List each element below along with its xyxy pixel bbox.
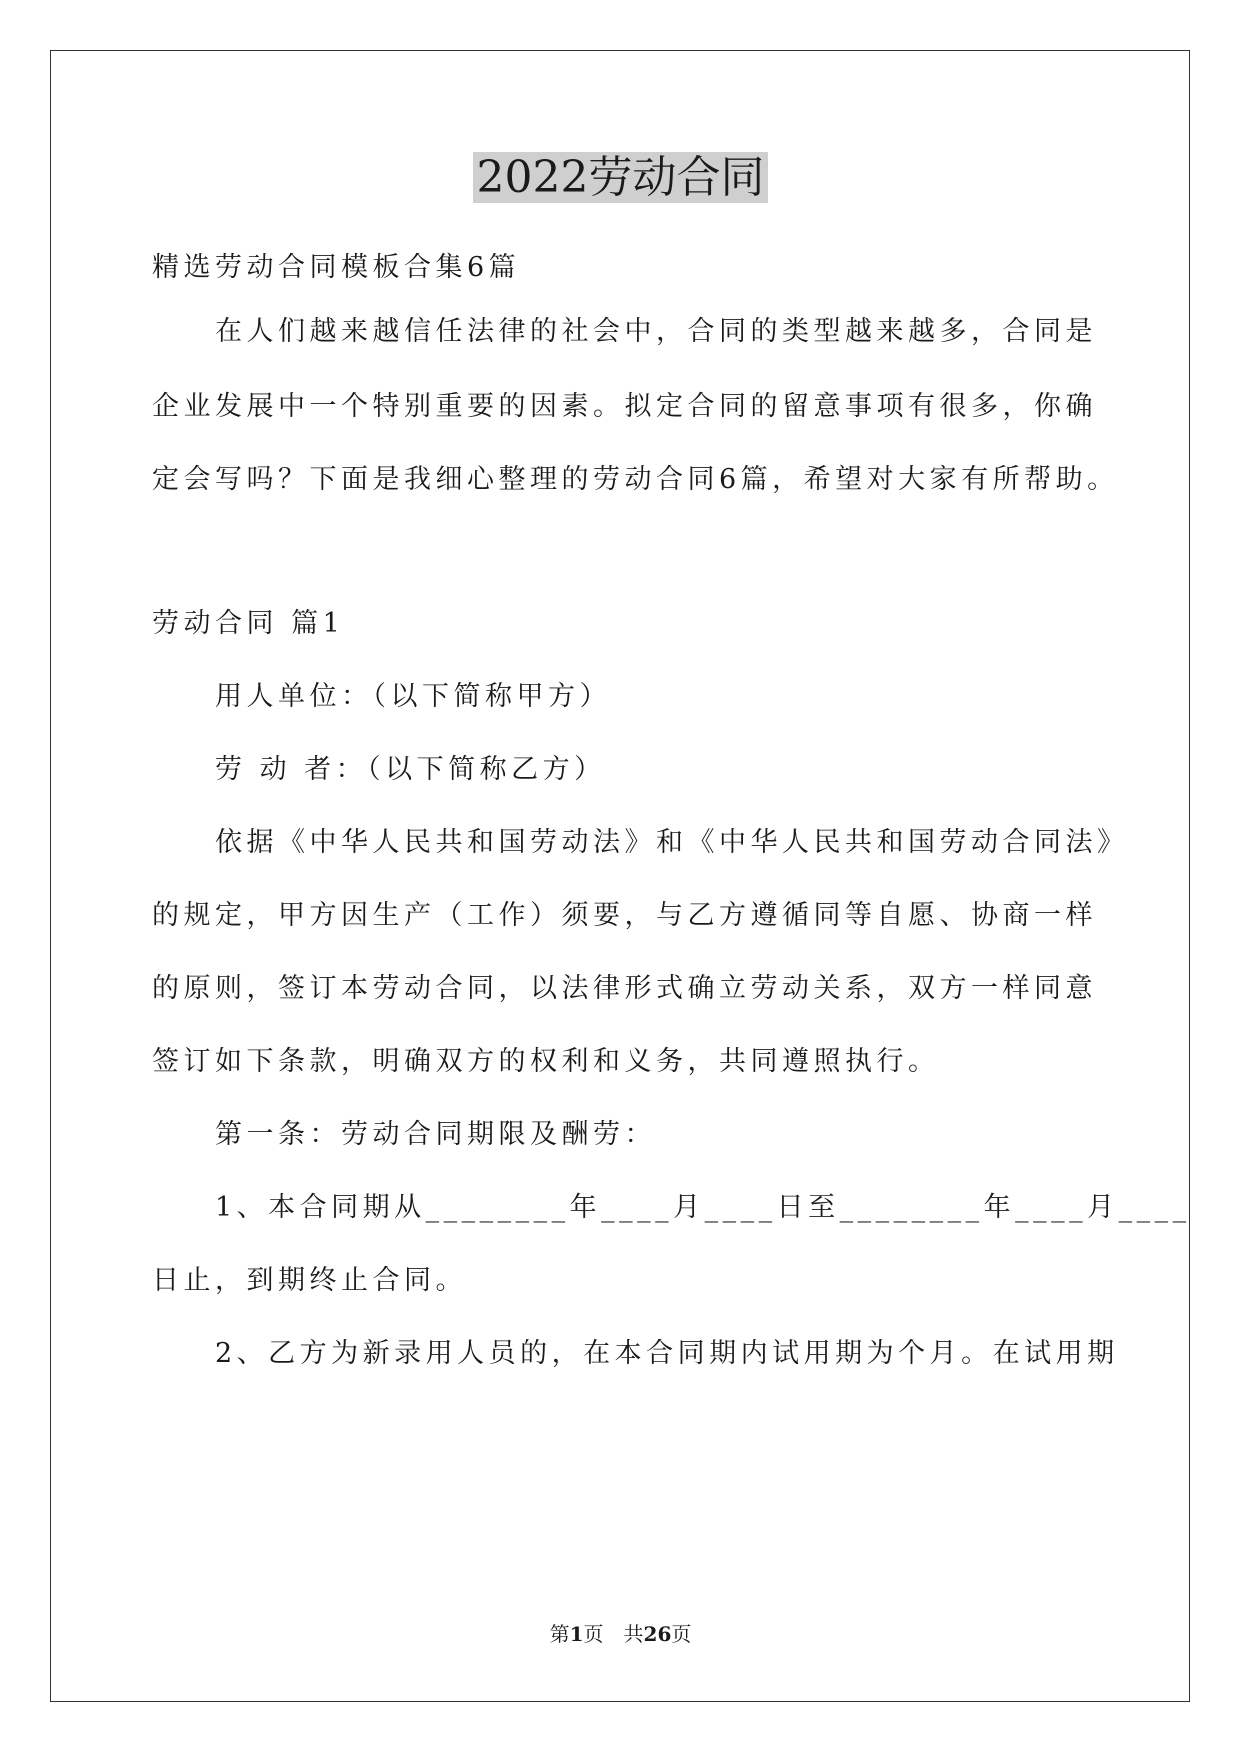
subtitle-line: 精选劳动合同模板合集6篇 (152, 252, 521, 283)
paragraph-line: 签订如下条款，明确双方的权利和义务，共同遵照执行。 (152, 1046, 940, 1077)
employee-line: 劳 动 者：（以下简称乙方） (215, 754, 606, 785)
paragraph-line: 定会写吗？下面是我细心整理的劳动合同6篇，希望对大家有所帮助。 (152, 464, 1119, 495)
clause-line: 1、本合同期从________年____月____日至________年____月____ (215, 1192, 1191, 1223)
footer-prefix: 第 (549, 1622, 570, 1646)
article-heading: 第一条：劳动合同期限及酬劳： (215, 1119, 656, 1150)
document-title (0, 148, 1241, 208)
section-heading: 劳动合同 篇1 (152, 608, 345, 639)
clause-line: 日止，到期终止合同。 (152, 1265, 467, 1296)
paragraph-line: 在人们越来越信任法律的社会中，合同的类型越来越多，合同是 (215, 316, 1097, 347)
footer-suffix: 页 (671, 1622, 692, 1646)
paragraph-line: 的规定，甲方因生产（工作）须要，与乙方遵循同等自愿、协商一样 (152, 900, 1097, 931)
employer-line: 用人单位：（以下简称甲方） (215, 681, 611, 712)
clause-line: 2、乙方为新录用人员的，在本合同期内试用期为个月。在试用期 (215, 1338, 1119, 1369)
paragraph-line: 的原则，签订本劳动合同，以法律形式确立劳动关系，双方一样同意 (152, 973, 1097, 1004)
paragraph-line: 依据《中华人民共和国劳动法》和《中华人民共和国劳动合同法》 (215, 827, 1129, 858)
footer-current-page: 1 (569, 1622, 584, 1646)
page-border (50, 50, 1190, 1702)
page-footer (0, 1620, 1241, 1648)
paragraph-line: 企业发展中一个特别重要的因素。拟定合同的留意事项有很多，你确 (152, 391, 1097, 422)
footer-middle: 页 共 (583, 1622, 644, 1646)
footer-total-pages: 26 (643, 1622, 672, 1646)
document-title-text: 2022劳动合同 (473, 152, 769, 203)
